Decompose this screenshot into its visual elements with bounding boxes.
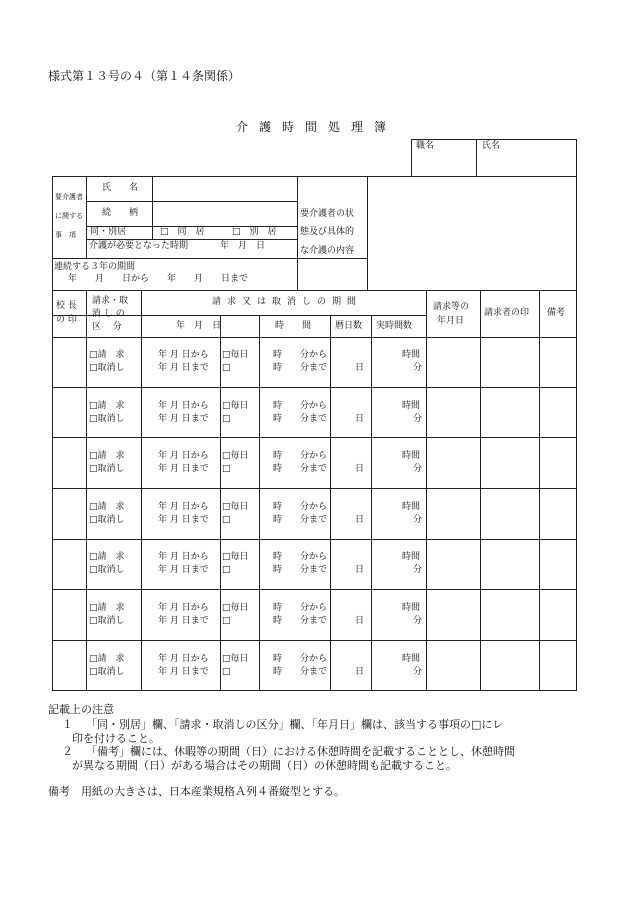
request-checkbox[interactable]: □請 求: [89, 552, 125, 562]
cancel-checkbox[interactable]: □取消し: [89, 667, 125, 677]
date-to: 年 月 日まで: [158, 565, 209, 575]
minute-unit: 分: [413, 515, 423, 525]
cohabit-separate-checkbox[interactable]: □ 別 居: [232, 227, 277, 237]
recipient-group-label-3: 事 項: [55, 231, 76, 239]
time-from: 時 分から: [273, 401, 328, 411]
request-type-header-2: 消 し の: [92, 309, 125, 319]
daily-checkbox[interactable]: □毎日: [222, 603, 249, 613]
principal-seal-header-1: 校 長: [56, 301, 77, 311]
date-from: 年 月 日から: [158, 350, 209, 360]
cancel-checkbox[interactable]: □取消し: [89, 363, 125, 373]
time-from: 時 分から: [273, 502, 328, 512]
time-column-header: 時 間: [275, 321, 312, 331]
claimant-seal-header: 請求者の印: [484, 308, 530, 318]
daily-checkbox[interactable]: □毎日: [222, 350, 249, 360]
recipient-name-label: 氏 名: [102, 183, 139, 193]
hour-unit: 時間: [402, 502, 421, 512]
hour-unit: 時間: [402, 451, 421, 461]
date-to: 年 月 日まで: [158, 414, 209, 424]
date-to: 年 月 日まで: [158, 464, 209, 474]
minute-unit: 分: [413, 667, 423, 677]
time-to: 時 分まで: [273, 363, 328, 373]
blank-checkbox[interactable]: □: [222, 667, 231, 677]
date-to: 年 月 日まで: [158, 616, 209, 626]
three-year-label: 連続する３年の期間: [54, 262, 136, 272]
date-from: 年 月 日から: [158, 552, 209, 562]
paper-size-note: 備考 用紙の大きさは、日本産業規格Ａ列４番縦型とする。: [48, 785, 345, 798]
cancel-checkbox[interactable]: □取消し: [89, 565, 125, 575]
time-from: 時 分から: [273, 350, 328, 360]
condition-label-1: 要介護者の状: [300, 209, 355, 219]
cancel-checkbox[interactable]: □取消し: [89, 515, 125, 525]
condition-label-2: 態及び具体的: [300, 227, 355, 237]
day-unit: 日: [355, 616, 365, 626]
daily-checkbox[interactable]: □毎日: [222, 552, 249, 562]
request-checkbox[interactable]: □請 求: [89, 451, 125, 461]
condition-label-3: な介護の内容: [300, 246, 355, 256]
request-date-header-1: 請求等の: [433, 302, 470, 312]
time-from: 時 分から: [273, 603, 328, 613]
blank-checkbox[interactable]: □: [222, 363, 231, 373]
relationship-label: 続 柄: [102, 208, 139, 218]
notes-title: 記載上の注意: [48, 703, 114, 716]
date-from: 年 月 日から: [158, 502, 209, 512]
hour-unit: 時間: [402, 401, 421, 411]
note-2-number: ２: [62, 745, 73, 758]
blank-checkbox[interactable]: □: [222, 515, 231, 525]
cancel-checkbox[interactable]: □取消し: [89, 464, 125, 474]
date-column-header: 年 月 日: [176, 321, 222, 331]
daily-checkbox[interactable]: □毎日: [222, 401, 249, 411]
hours-column-header: 実時間数: [376, 321, 413, 331]
date-to: 年 月 日まで: [158, 667, 209, 677]
days-column-header: 暦日数: [335, 321, 363, 331]
time-to: 時 分まで: [273, 667, 328, 677]
request-checkbox[interactable]: □請 求: [89, 603, 125, 613]
remarks-header: 備考: [547, 308, 566, 318]
time-to: 時 分まで: [273, 515, 328, 525]
cancel-checkbox[interactable]: □取消し: [89, 616, 125, 626]
date-from: 年 月 日から: [158, 451, 209, 461]
minute-unit: 分: [413, 565, 423, 575]
name-label: 氏名: [482, 141, 501, 151]
cohabitation-label: 同・別居: [90, 227, 127, 237]
blank-checkbox[interactable]: □: [222, 565, 231, 575]
date-from: 年 月 日から: [158, 603, 209, 613]
hour-unit: 時間: [402, 654, 421, 664]
cohabit-same-checkbox[interactable]: □ 同 居: [160, 227, 205, 237]
blank-checkbox[interactable]: □: [222, 414, 231, 424]
date-from: 年 月 日から: [158, 401, 209, 411]
day-unit: 日: [355, 667, 365, 677]
daily-checkbox[interactable]: □毎日: [222, 451, 249, 461]
recipient-group-label-1: 要介護者: [55, 193, 83, 201]
day-unit: 日: [355, 414, 365, 424]
time-from: 時 分から: [273, 654, 328, 664]
note-1-line-2: 印を付けること。: [72, 732, 160, 745]
blank-checkbox[interactable]: □: [222, 464, 231, 474]
document-title: 介護時間処理簿: [236, 120, 398, 134]
recipient-group-label-2: に関する: [55, 212, 83, 220]
request-type-header-1: 請求・取: [92, 296, 129, 306]
request-checkbox[interactable]: □請 求: [89, 502, 125, 512]
daily-checkbox[interactable]: □毎日: [222, 502, 249, 512]
minute-unit: 分: [413, 464, 423, 474]
principal-seal-header-2: の 印: [56, 315, 77, 325]
request-checkbox[interactable]: □請 求: [89, 401, 125, 411]
time-to: 時 分まで: [273, 616, 328, 626]
request-date-header-2: 年月日: [437, 316, 465, 326]
minute-unit: 分: [413, 414, 423, 424]
request-checkbox[interactable]: □請 求: [89, 350, 125, 360]
day-unit: 日: [355, 515, 365, 525]
time-from: 時 分から: [273, 451, 328, 461]
time-to: 時 分まで: [273, 464, 328, 474]
day-unit: 日: [355, 565, 365, 575]
minute-unit: 分: [413, 363, 423, 373]
daily-checkbox[interactable]: □毎日: [222, 654, 249, 664]
time-to: 時 分まで: [273, 565, 328, 575]
note-2-line-1: 「備考」欄には、休暇等の期間（日）における休憩時間を記載することとし、休憩時間: [86, 745, 515, 758]
form-header: 様式第１３号の４（第１４条関係）: [48, 69, 241, 83]
post-label: 職名: [416, 141, 435, 151]
date-to: 年 月 日まで: [158, 515, 209, 525]
blank-checkbox[interactable]: □: [222, 616, 231, 626]
minute-unit: 分: [413, 616, 423, 626]
date-from: 年 月 日から: [158, 654, 209, 664]
time-to: 時 分まで: [273, 414, 328, 424]
period-header: 請求又は取消しの期間: [212, 297, 363, 307]
request-type-header-3: 区 分: [92, 322, 122, 332]
date-to: 年 月 日まで: [158, 363, 209, 373]
note-1-line-1: 「同・別居」欄、「請求・取消しの区分」欄、「年月日」欄は、該当する事項の□にレ: [86, 718, 504, 731]
three-year-range: 年 月 日から 年 月 日まで: [68, 274, 249, 284]
request-checkbox[interactable]: □請 求: [89, 654, 125, 664]
hour-unit: 時間: [402, 350, 421, 360]
care-start-label: 介護が必要となった時期: [89, 241, 189, 251]
note-1-number: １: [62, 718, 73, 731]
day-unit: 日: [355, 363, 365, 373]
note-2-line-2: が異なる期間（日）がある場合はその期間（日）の休憩時間も記載すること。: [72, 759, 457, 772]
day-unit: 日: [355, 464, 365, 474]
care-start-date: 年 月 日: [220, 241, 266, 251]
cancel-checkbox[interactable]: □取消し: [89, 414, 125, 424]
time-from: 時 分から: [273, 552, 328, 562]
hour-unit: 時間: [402, 603, 421, 613]
hour-unit: 時間: [402, 552, 421, 562]
